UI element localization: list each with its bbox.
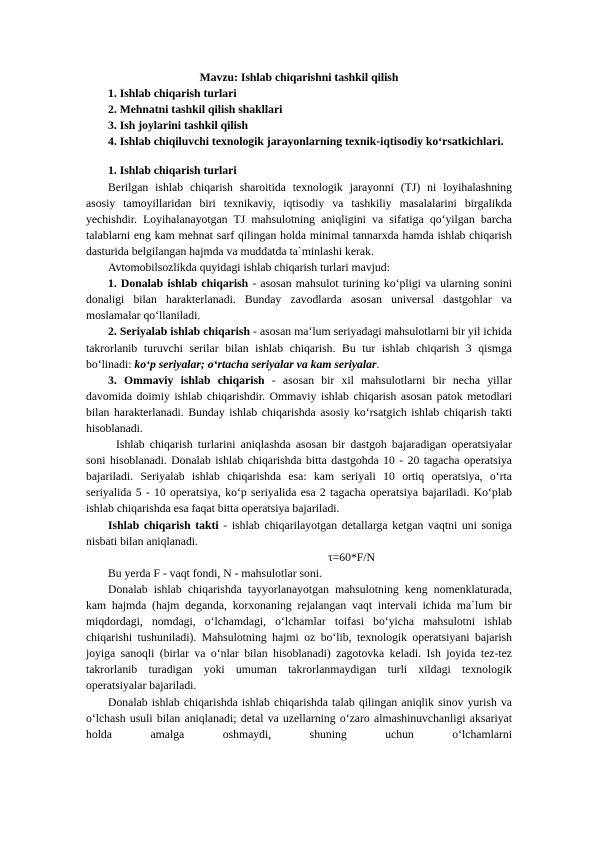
takt-formula: τ=60*F/N: [327, 550, 375, 564]
document-page: [86, 70, 512, 743]
paragraph-takt: [86, 518, 512, 550]
outline-item-1: 1. Ishlab chiqarish turlari: [108, 87, 237, 101]
outline-item-4: 4. Ishlab chiqiluvchi texnologik jarayonlarning texnik-iqtisodiy ko‘rsatkichlari.: [108, 135, 504, 149]
list-item-seriyalab-italic: ko‘p seriyalar; o‘rtacha seriyalar va kam seriyalar: [134, 357, 377, 371]
list-item-donalab-text: - asosan mahsulot turining ko‘pligi va ularning sonini donaligi bilan harakterlanadi. Bunday zavodlarda asosan universal dastgohlar va moslamalar qo‘llaniladi.: [86, 277, 512, 323]
paragraph-donalab-details: Donalab ishlab chiqarishda tayyorlanayotgan mahsulotning keng nomenklaturada, kam hajmda (hajm deganda, korxonaning rejalangan vaqt intervali ichida ma`lum bir miqdordagi, nomdagi, o‘lchamdagi, o‘lchamlar toifasi bo‘yicha mahsulotni ishlab chiqarishi tushuniladi). Mahsulotning hajmi oz bo‘lib, texnologik operatsiyani bajarish joyiga sanoqli (birlar va o‘nlar bilan hisoblanadi) zagotovka keladi. Ish joyida tez-tez takrorlanib turadigan yoki umuman takrorlanmaydigan turli xildagi texnologik operatsiyalar bajariladi.: [86, 582, 512, 693]
takt-term: Ishlab chiqarish takti: [108, 518, 219, 532]
list-item-seriyalab-end: .: [376, 357, 380, 371]
list-item-ommaviy-text: - asosan bir xil mahsulotlarni bir necha yillar davomida doimiy ishlab chiqarishdir. Ommaviy ishlab chiqarish asosan patok metodlari bilan harakterlanadi. Bunday ishlab chiqarishda asosiy ko‘rsatgich ishlab chiqarish takti hisoblanadi.: [86, 373, 512, 435]
list-item-ommaviy-term: 3. Ommaviy ishlab chiqarish: [108, 373, 265, 387]
takt-text: - ishlab chiqarilayotgan detallarga ketgan vaqtni uni soniga nisbati bilan aniqlanadi.: [86, 518, 512, 548]
list-item-donalab-term: 1. Donalab ishlab chiqarish: [108, 277, 249, 291]
paragraph-accuracy: Donalab ishlab chiqarishda ishlab chiqarishda talab qilingan aniqlik sinov yurish va o‘lchash usuli bilan aniqlanadi; detal va uzellarning o‘zaro almashinuvchanligi aksariyat holda amalga oshmaydi, shuning uchun o‘lchamlarni: [86, 695, 512, 741]
outline-item-2: 2. Mehnatni tashkil qilish shakllari: [108, 103, 283, 117]
section-heading: 1. Ishlab chiqarish turlari: [108, 164, 237, 178]
paragraph-operations: Ishlab chiqarish turlarini aniqlashda asosan bir dastgoh bajaradigan operatsiyalar soni hisoblanadi. Donalab ishlab chiqarishda bitta dastgohda 10 - 20 tagacha operatsiya bajariladi. Seriyalab ishlab chiqarishda esa: kam seriyali 10 ortiq operatsiya, o‘rta seriyalida 5 - 10 operatsiya, ko‘p seriyalida esa 2 tagacha operatsiya bajariladi. Ko‘plab ishlab chiqarishda esa faqat bitta operatsiya bajariladi.: [86, 438, 512, 516]
list-item-seriyalab: [86, 324, 512, 372]
formula-legend: Bu yerda F - vaqt fondi, N - mahsulotlar soni.: [108, 566, 322, 580]
paragraph-types-list-intro: Avtomobilsozlikda quyidagi ishlab chiqarish turlari mavjud:: [108, 261, 390, 275]
spacer: [86, 150, 512, 163]
outline-item-3: 3. Ish joylarini tashkil qilish: [108, 119, 248, 133]
list-item-seriyalab-text: - asosan ma‘lum seriyadagi mahsulotlarni bir yil ichida takrorlanib turuvchi serilar bilan ishlab chiqarish. Bu tur ishlab chiqarish 3 qismga bo‘linadi:: [86, 325, 512, 371]
list-item-donalab: [86, 276, 512, 324]
list-item-seriyalab-term: 2. Seriyalab ishlab chiqarish: [108, 325, 250, 339]
list-item-ommaviy: [86, 373, 512, 437]
paragraph-intro: Berilgan ishlab chiqarish sharoitida texnologik jarayonni (TJ) ni loyihalashning asosiy tamoyillaridan biri texnikaviy, iqtisodiy va tashkiliy masalalarini birgalikda yechishdir. Loyihalanayotgan TJ mahsulotning aniqligini va sifatiga qo‘yilgan barcha talablarni eng kam mehnat sarf qilingan holda minimal tannarxda hamda ishlab chiqarish dasturida belgilangan hajmda va muddatda ta`minlashi kerak.: [86, 180, 512, 258]
document-title: Mavzu: Ishlab chiqarishni tashkil qilish: [199, 71, 399, 84]
